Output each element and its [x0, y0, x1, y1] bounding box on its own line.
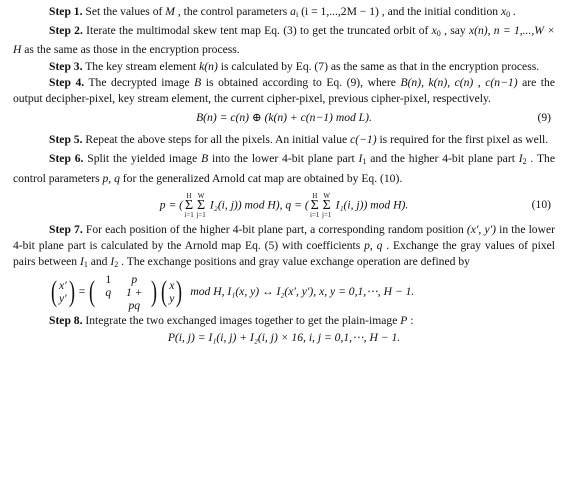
math: a — [290, 5, 296, 18]
text: Split the yielded image — [83, 152, 202, 166]
text: , say — [440, 24, 469, 38]
math: c(n−1) — [485, 75, 518, 89]
step-label: Step 8. — [49, 314, 83, 328]
text: Integrate the two exchanged images together to get the plain-image — [82, 314, 401, 328]
vec-entry: x — [169, 279, 175, 293]
sum-symbol: H Σ i=1 — [310, 191, 320, 219]
equation-text: p = ( — [159, 198, 184, 212]
math: M — [165, 5, 175, 18]
equation-final — [13, 330, 555, 348]
math: x(n), n = 1,...,W × H — [13, 24, 555, 57]
mat-entry: p — [131, 272, 138, 286]
step-5 — [13, 132, 555, 148]
step-4 — [13, 75, 555, 107]
text: is obtained according to Eq. (9), where — [201, 75, 401, 89]
math: k(n) — [199, 59, 218, 73]
text: For each position of the higher 4-bit plane part, a corresponding random position — [82, 222, 467, 236]
text: . The control parameters — [13, 152, 555, 185]
math: c(−1) — [350, 133, 377, 147]
step-3 — [13, 59, 555, 75]
equation-text: I₁(i, j)) mod H). — [332, 198, 409, 212]
step-label: Step 5. — [49, 133, 83, 147]
math-sub: 2 — [522, 157, 527, 167]
math: p, q — [102, 171, 120, 185]
text: The key stream element — [82, 59, 200, 73]
mat-entry: 1 — [105, 272, 112, 286]
text: , the control parameters — [174, 5, 291, 18]
text: is required for the first pixel as well. — [376, 133, 549, 147]
mat-entry: 1 + pq — [125, 285, 143, 312]
step-8 — [13, 313, 555, 329]
math-sub: 0 — [506, 10, 511, 19]
math: x — [500, 5, 507, 18]
text: and the higher 4-bit plane part — [366, 152, 519, 166]
math: B — [201, 152, 209, 166]
equation-number: (10) — [531, 197, 551, 211]
text: and — [87, 255, 111, 269]
text: into the lower 4-bit plane part — [208, 152, 359, 166]
math: I — [358, 152, 363, 166]
math-sub: 0 — [436, 29, 441, 39]
step-label: Step 6. — [49, 152, 84, 166]
math-sub: 1 — [83, 260, 88, 270]
step-6 — [13, 151, 555, 186]
text: . The exchange positions and gray value exchange operation are defined by — [118, 255, 470, 269]
arnold-equation: ( x′ y′ ) = ( 1 p q 1 + pq ) ( x y ) mod H, I₁(x, y) ↔ I₂(x′, y′), x, y = 0,1,⋯, H − 1. — [51, 272, 415, 312]
equation-text: P(i, j) = I₁(i, j) + I₂(i, j) × 16, i, j = 0,1,⋯, H − 1. — [167, 330, 401, 344]
math: P — [400, 314, 408, 328]
math-sub: i — [295, 10, 299, 19]
math: I — [79, 255, 84, 269]
sum-lower: j=1 — [322, 210, 332, 219]
vec-entry: x′ — [59, 279, 67, 293]
text: The decrypted image — [84, 75, 195, 89]
text: Repeat the above steps for all the pixels. An initial value — [82, 133, 351, 147]
step-label: Step 3. — [49, 59, 83, 73]
math: I — [518, 152, 523, 166]
text: , — [473, 75, 486, 89]
step-1 — [13, 4, 555, 23]
sum-lower: i=1 — [184, 210, 194, 219]
sum-lower: j=1 — [196, 210, 206, 219]
text: for the generalized Arnold cat map are obtained by Eq. (10). — [119, 171, 403, 185]
step-label: Step 2. — [49, 24, 83, 38]
math: I — [110, 255, 115, 269]
math: B(n), k(n), c(n) — [400, 75, 474, 89]
text: : — [407, 314, 414, 328]
lhs-vector: ( x′ y′ ) — [51, 275, 75, 309]
text: Iterate the multimodal skew tent map Eq. (3) to get the truncated orbit of — [82, 24, 432, 38]
sum-upper: W — [323, 191, 331, 200]
matrix: ( 1 p q 1 + pq ) — [89, 272, 158, 312]
math: B — [194, 75, 202, 89]
equation-number: (9) — [537, 111, 551, 125]
math-sub: 1 — [362, 157, 367, 167]
equation-text: B(n) = c(n) ⊕ (k(n) + c(n−1) mod L). — [196, 111, 372, 125]
rhs-vector: ( x y ) — [161, 275, 183, 309]
vec-entry: y — [169, 292, 175, 306]
math: (x′, y′) — [466, 222, 497, 236]
math-sub: 2 — [114, 260, 119, 270]
step-label: Step 4. — [49, 75, 85, 89]
vec-entry: y′ — [59, 292, 67, 306]
sum-lower: i=1 — [310, 210, 320, 219]
equation-9 — [13, 110, 555, 128]
step-2 — [13, 23, 555, 58]
sum-symbol: H Σ i=1 — [184, 191, 194, 219]
text: . Exchange the gray values of pixel pairs between — [13, 239, 555, 269]
sum-symbol: W Σ j=1 — [196, 191, 206, 219]
equation-text: mod H, I₁(x, y) ↔ I₂(x′, y′), x, y = 0,1,⋯, H − 1. — [190, 285, 415, 299]
document-body — [13, 4, 555, 352]
math: x — [431, 24, 437, 38]
math: p, q — [364, 239, 383, 253]
text: are the output decipher-pixel, key stream element, the current cipher-pixel, previous cipher-pixel, respectively. — [13, 75, 555, 106]
step-label: Step 7. — [49, 222, 83, 236]
step-7 — [13, 222, 555, 274]
mat-entry: q — [105, 285, 112, 299]
text: in the lower 4-bit plane part is calculated by the Arnold map Eq. (5) with coefficients — [13, 222, 555, 253]
text: as the same as those in the encryption process. — [21, 43, 240, 57]
sum-upper: H — [186, 191, 192, 200]
text: . — [510, 5, 516, 18]
step-label: Step 1. — [49, 5, 83, 18]
equation-10 — [13, 191, 555, 217]
text: Set the values of — [82, 5, 166, 18]
equation-text: I₂(i, j)) mod H), q = ( — [207, 198, 309, 212]
sum-symbol: W Σ j=1 — [322, 191, 332, 219]
text: (i = 1,...,2M − 1) , and the initial condition — [298, 5, 501, 18]
sum-upper: W — [197, 191, 205, 200]
sum-upper: H — [312, 191, 318, 200]
text: is calculated by Eq. (7) as the same as that in the encryption process. — [217, 59, 540, 73]
